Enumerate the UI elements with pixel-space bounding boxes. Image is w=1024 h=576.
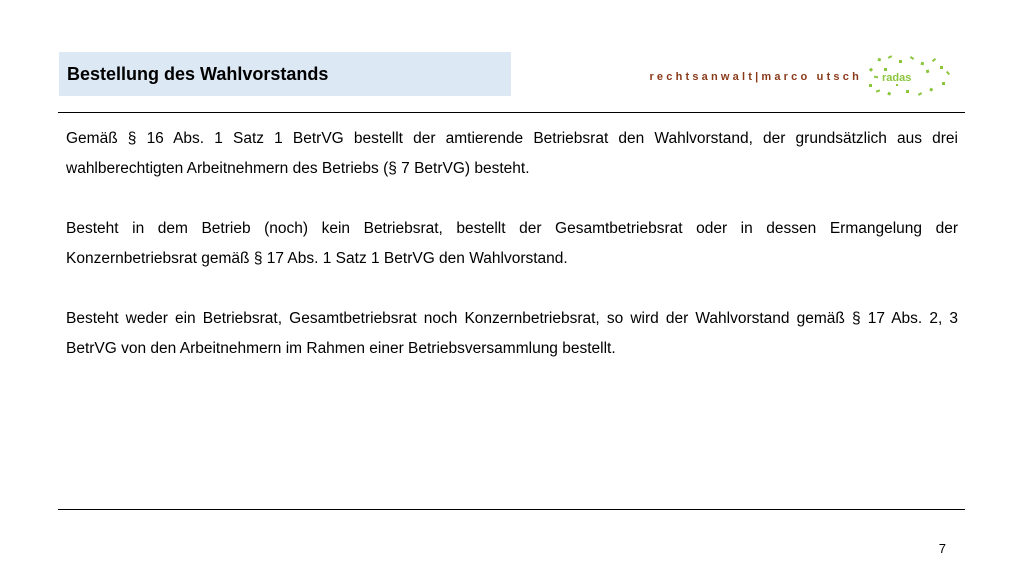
brand-text: rechtsanwalt|marco utsch bbox=[649, 71, 862, 83]
page-number: 7 bbox=[938, 541, 946, 556]
footer-rule bbox=[58, 509, 965, 510]
header-rule bbox=[58, 112, 965, 113]
paragraph-3: Besteht weder ein Betriebsrat, Gesamtbetriebsrat noch Konzernbetriebsrat, so wird der Wahlvorstand gemäß § 17 Abs. 2, 3 BetrVG von den Arbeitnehmern im Rahmen einer Betriebsversammlung bestellt. bbox=[66, 310, 958, 357]
slide-content bbox=[66, 124, 958, 394]
paragraph-1: Gemäß § 16 Abs. 1 Satz 1 BetrVG bestellt der amtierende Betriebsrat den Wahlvorstand, der grundsätzlich aus drei wahlberechtigten Arbeitnehmern des Betriebs (§ 7 BetrVG) besteht. bbox=[66, 130, 958, 177]
radas-logo-icon bbox=[866, 54, 952, 98]
paragraph-2: Besteht in dem Betrieb (noch) kein Betriebsrat, bestellt der Gesamtbetriebsrat oder in dessen Ermangelung der Konzernbetriebsrat gemäß § 17 Abs. 1 Satz 1 BetrVG den Wahlvorstand. bbox=[66, 220, 958, 267]
title-box bbox=[59, 52, 511, 96]
slide-title: Bestellung des Wahlvorstands bbox=[67, 63, 329, 84]
svg-text:radas: radas bbox=[882, 72, 912, 84]
